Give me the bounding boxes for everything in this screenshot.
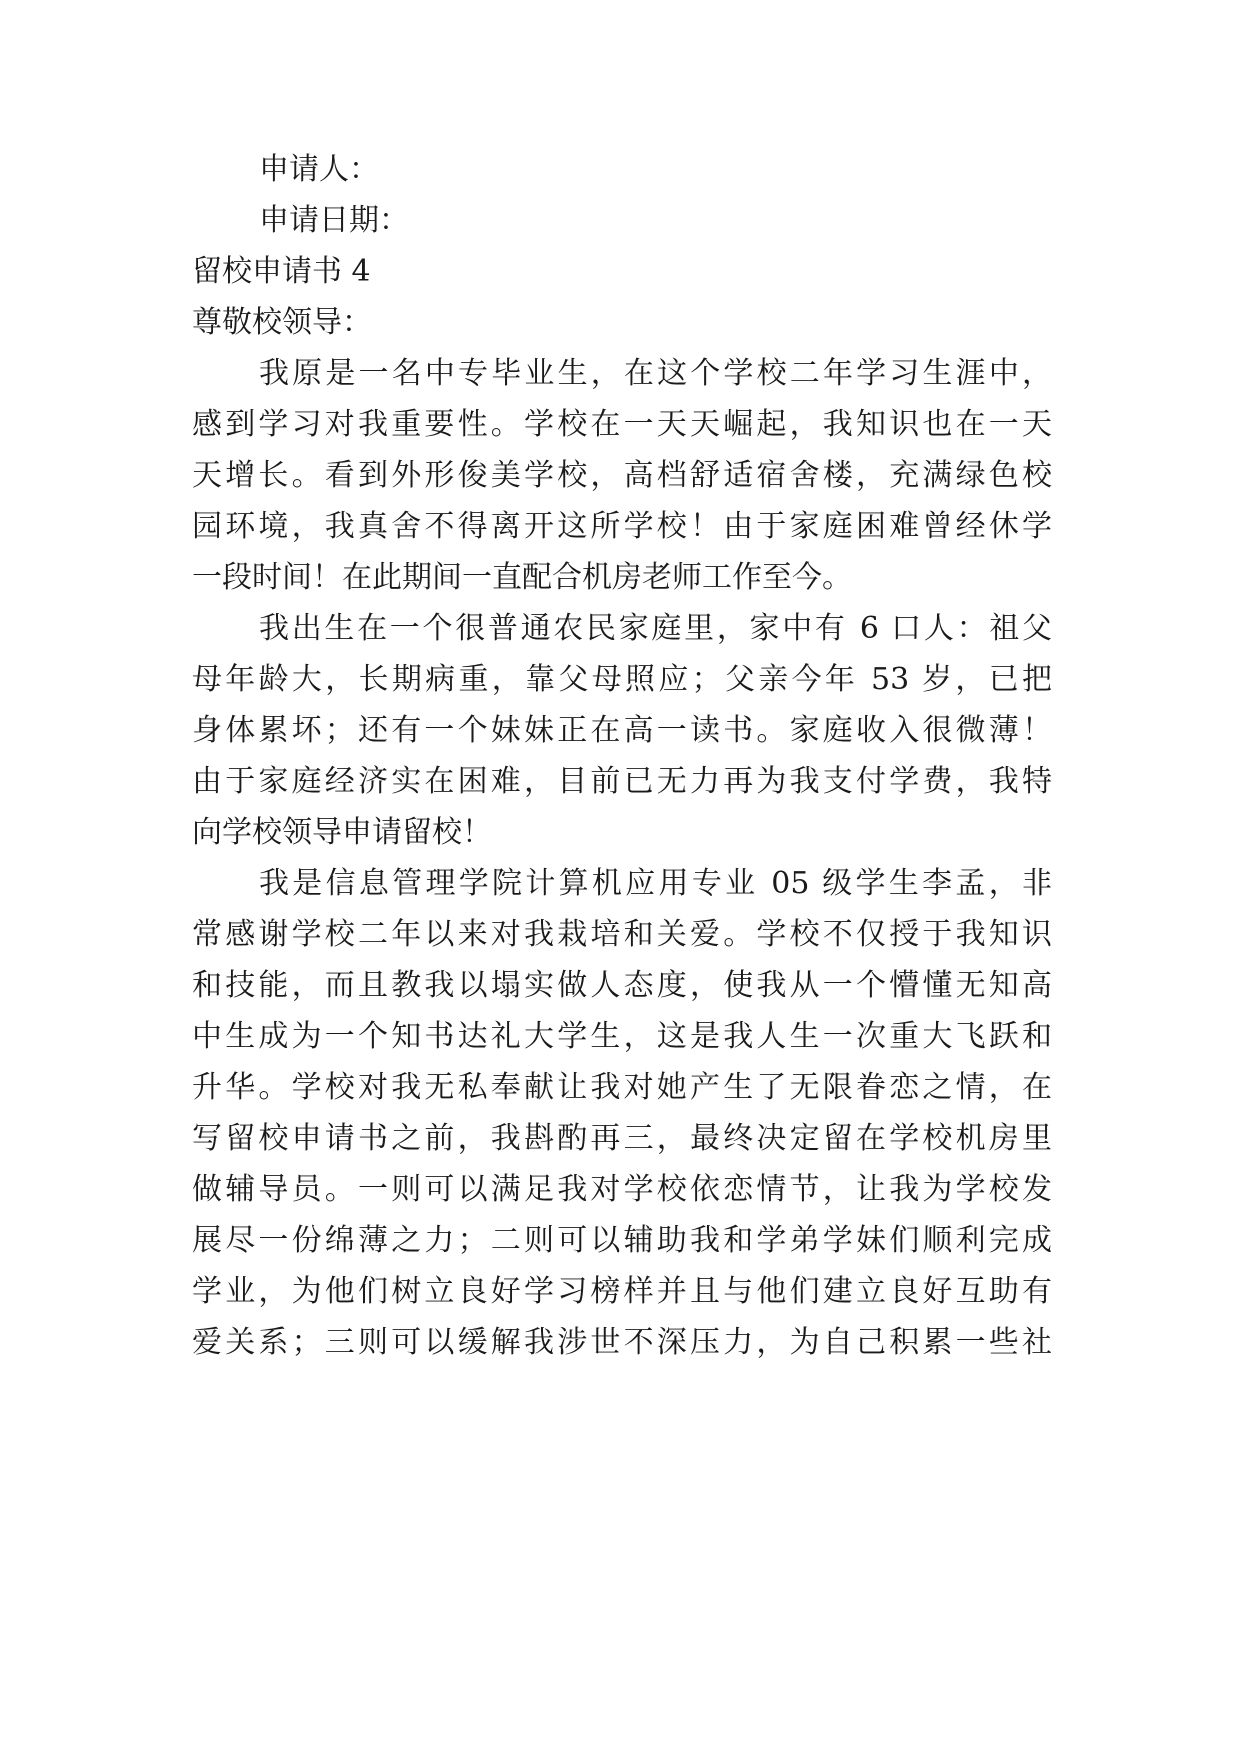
paragraph-line: 升华。学校对我无私奉献让我对她产生了无限眷恋之情，在 — [192, 1070, 1052, 1105]
paragraph-line: 我原是一名中专毕业生，在这个学校二年学习生涯中， — [259, 356, 1052, 391]
paragraph-line: 做辅导员。一则可以满足我对学校依恋情节，让我为学校发 — [192, 1172, 1052, 1207]
paragraph-line: 展尽一份绵薄之力；二则可以辅助我和学弟学妹们顺利完成 — [192, 1223, 1052, 1258]
paragraph-line: 学业，为他们树立良好学习榜样并且与他们建立良好互助有 — [192, 1274, 1052, 1309]
paragraph-line: 感到学习对我重要性。学校在一天天崛起，我知识也在一天 — [192, 407, 1052, 442]
letter-salutation: 尊敬校领导： — [192, 305, 372, 340]
paragraph-line: 一段时间！在此期间一直配合机房老师工作至今。 — [192, 560, 852, 595]
paragraph-line: 我出生在一个很普通农民家庭里，家中有 6 口人：祖父 — [259, 611, 1052, 646]
paragraph-line: 中生成为一个知书达礼大学生，这是我人生一次重大飞跃和 — [192, 1019, 1052, 1054]
paragraph-line: 常感谢学校二年以来对我栽培和关爱。学校不仅授于我知识 — [192, 917, 1052, 952]
letter-title: 留校申请书 4 — [192, 254, 371, 289]
paragraph-line: 向学校领导申请留校！ — [192, 815, 492, 850]
paragraph-line: 由于家庭经济实在困难，目前已无力再为我支付学费，我特 — [192, 764, 1052, 799]
paragraph-line: 写留校申请书之前，我斟酌再三，最终决定留在学校机房里 — [192, 1121, 1052, 1156]
paragraph-line: 身体累坏；还有一个妹妹正在高一读书。家庭收入很微薄！ — [192, 713, 1052, 748]
paragraph-line: 母年龄大，长期病重，靠父母照应；父亲今年 53 岁，已把 — [192, 662, 1052, 697]
paragraph-line: 爱关系；三则可以缓解我涉世不深压力，为自己积累一些社 — [192, 1325, 1052, 1360]
application-date-label: 申请日期： — [259, 203, 409, 238]
paragraph-line: 天增长。看到外形俊美学校，高档舒适宿舍楼，充满绿色校 — [192, 458, 1052, 493]
paragraph-line: 园环境，我真舍不得离开这所学校！由于家庭困难曾经休学 — [192, 509, 1052, 544]
paragraph-line: 和技能，而且教我以塌实做人态度，使我从一个懵懂无知高 — [192, 968, 1052, 1003]
applicant-label: 申请人： — [259, 152, 379, 187]
paragraph-line: 我是信息管理学院计算机应用专业 05 级学生李孟，非 — [259, 866, 1052, 901]
